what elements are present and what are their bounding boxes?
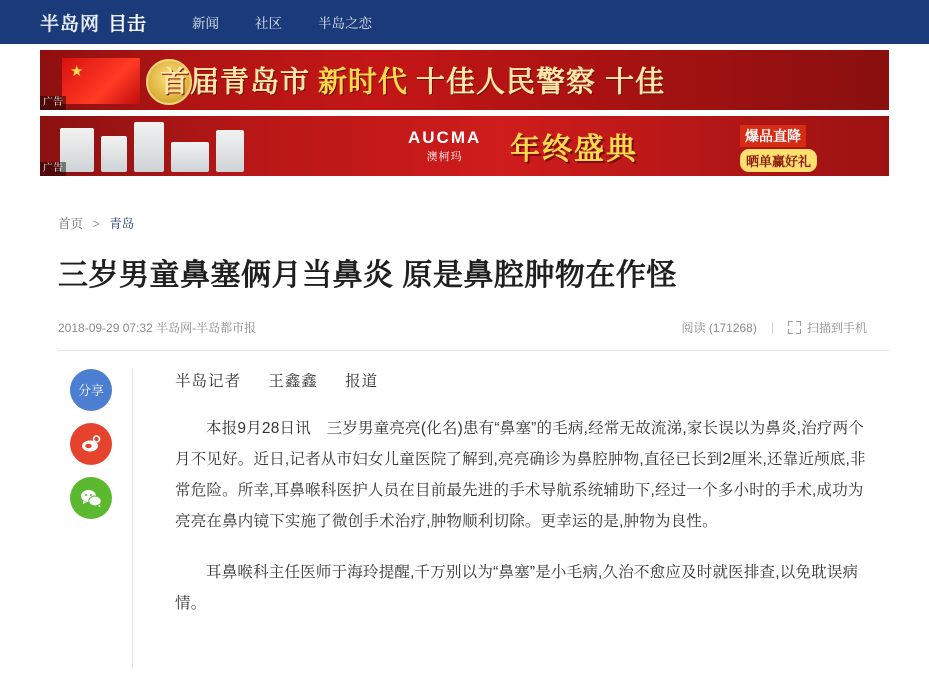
meta-divider: | [770, 320, 774, 334]
share-label-button[interactable]: 分享 [70, 369, 112, 411]
aucma-brand-en: AUCMA [408, 128, 482, 147]
share-sidebar [40, 369, 132, 669]
breadcrumb-separator: > [92, 217, 100, 231]
article-text-column [132, 369, 889, 669]
top-navigation-bar [0, 0, 929, 44]
ad-label: 广告 [40, 96, 66, 110]
ad-banner-aucma[interactable] [40, 116, 889, 176]
byline-action: 报道 [345, 372, 379, 390]
ad-banner-police-text [160, 60, 665, 101]
ad1-main-text: 首届青岛市 [160, 66, 311, 99]
article-paragraph: 耳鼻喉科主任医师于海玲提醒,千万别以为“鼻塞”是小毛病,久治不愈应及时就医排查,以免耽误病情。 [175, 563, 859, 612]
appliance-images [60, 122, 244, 172]
scan-to-phone-button[interactable] [788, 319, 867, 336]
nav-link-community[interactable]: 社区 [255, 16, 283, 31]
read-count: 阅读 (171268) [681, 320, 757, 335]
ad-banner-police[interactable] [40, 50, 889, 110]
article-paragraph: 本报9月28日讯 三岁男童亮亮(化名)患有“鼻塞”的毛病,经常无故流涕,家长误以为鼻炎,治疗两个月不见好。近日,记者从市妇女儿童医院了解到,亮亮确诊为鼻腔肿物,直径已长到2厘米,还靠近颅底,非常危险。所幸,耳鼻喉科医护人员在目前最先进的手术导航系统辅助下,经过一个多小时的手术,成功为亮亮在鼻内镜下实施了微创手术治疗,肿物顺利切除。更幸运的是,肿物为良性。 [175, 419, 866, 530]
site-logo-text: 半岛网 [40, 13, 101, 35]
ad2-main-text: 年终盛典 [510, 133, 638, 166]
page-title: 三岁男童鼻塞俩月当鼻炎 原是鼻腔肿物在作怪 [58, 259, 677, 292]
breadcrumb-current[interactable]: 青岛 [109, 217, 135, 231]
appliance-icon-5 [216, 130, 244, 172]
nav-links [192, 12, 408, 32]
site-section-text: 目击 [108, 13, 147, 35]
ad1-tail-text: 十佳人民警察 十佳 [416, 66, 666, 99]
breadcrumb [40, 214, 889, 232]
publish-date: 2018-09-29 07:32 [58, 320, 153, 335]
byline [175, 369, 867, 391]
aucma-brand [408, 128, 481, 164]
appliance-icon-3 [134, 122, 164, 172]
ad2-sub-text-1: 爆品直降 [740, 125, 806, 147]
qr-scan-icon [788, 321, 801, 334]
aucma-brand-cn: 澳柯玛 [426, 151, 463, 163]
wechat-icon[interactable] [70, 477, 112, 519]
article-meta [58, 319, 889, 336]
byline-name: 王鑫鑫 [268, 372, 318, 390]
weibo-icon[interactable] [70, 423, 112, 465]
breadcrumb-home[interactable]: 首页 [58, 217, 84, 231]
ad-label: 广告 [40, 162, 66, 176]
ad1-highlight-text: 新时代 [318, 60, 408, 101]
article-meta-left [58, 319, 256, 336]
scan-to-phone-label: 扫描到手机 [806, 320, 867, 335]
advertisement-area [0, 44, 929, 176]
meta-divider-line [58, 350, 889, 351]
article-source: 半岛网-半岛都市报 [156, 320, 257, 335]
ad2-sub-text-2: 晒单赢好礼 [740, 149, 817, 172]
article-body-wrapper [40, 369, 889, 669]
flag-icon [62, 58, 140, 104]
appliance-icon-2 [101, 136, 127, 172]
main-content [0, 214, 929, 669]
article-meta-right [681, 319, 867, 336]
nav-link-bandao-love[interactable]: 半岛之恋 [318, 16, 373, 31]
byline-role: 半岛记者 [175, 372, 242, 390]
appliance-icon-4 [171, 142, 209, 172]
nav-link-news[interactable]: 新闻 [192, 16, 220, 31]
site-logo[interactable] [40, 9, 146, 36]
